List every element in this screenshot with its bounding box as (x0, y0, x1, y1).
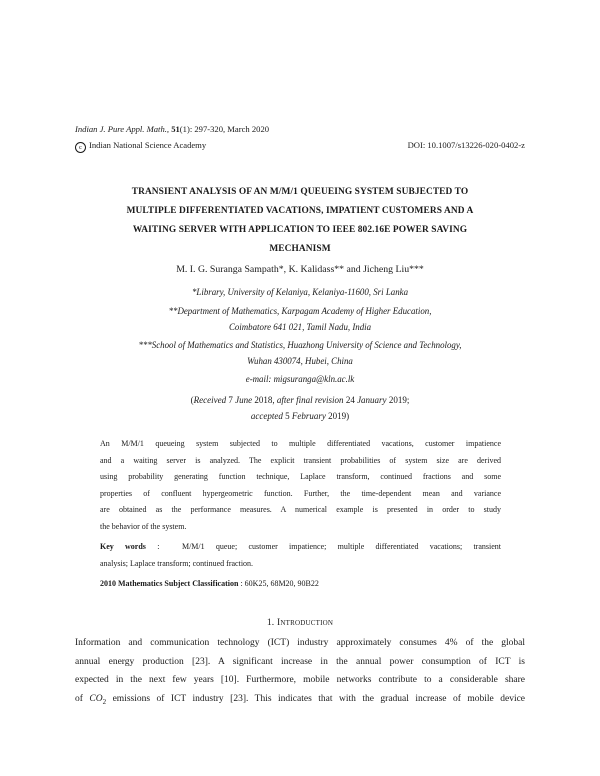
accepted-year: 2019) (328, 411, 350, 421)
co2-prefix: of (75, 694, 83, 705)
abstract-line: the behavior of the system. (100, 521, 187, 531)
copyright-icon: c (75, 142, 86, 153)
section-heading (75, 617, 525, 629)
section-number: 1. (266, 617, 275, 628)
co2-symbol: CO (89, 694, 103, 705)
journal-citation (75, 123, 269, 135)
doi: DOI: 10.1007/s13226-020-0402-z (407, 140, 525, 150)
revision-month: January (357, 395, 387, 405)
keywords (100, 539, 501, 572)
journal-publisher-line (75, 139, 525, 153)
publisher-name: Indian National Science Academy (89, 140, 207, 150)
journal-name: Indian J. Pure Appl. Math., (75, 124, 170, 134)
abstract-line: are obtained as the performance measures. A numerical example is presented in order to study (100, 505, 501, 515)
accepted-day: 5 (285, 411, 290, 421)
keywords-line: Key words : M/M/1 queue; customer impatience; multiple differentiated vacations; transient (100, 542, 501, 551)
msc-value: : 60K25, 68M20, 90B22 (240, 579, 319, 588)
title-line: TRANSIENT ANALYSIS OF AN M/M/1 QUEUEING SYSTEM SUBJECTED TO (131, 187, 469, 197)
affiliation: *Library, University of Kelaniya, Kelaniya-11600, Sri Lanka (191, 287, 409, 297)
body-line-text: emissions of ICT industry [23]. This indicates that with the gradual increase of mobile device (112, 694, 526, 705)
received-day: 7 (228, 395, 233, 405)
abstract-line: properties of confluent hypergeometric function. Further, the time-dependent mean and variance (100, 488, 501, 498)
abstract-line: and a waiting server is analyzed. The explicit transient probabilities of system size are derived (100, 455, 501, 465)
msc-classification (100, 578, 501, 590)
body-line (75, 690, 525, 712)
body-line: annual energy production [23]. A significant increase in the annual power consumption of ICT is (75, 656, 525, 667)
keywords-label: Key words (100, 542, 146, 551)
keywords-text: M/M/1 queue; customer impatience; multiple differentiated vacations; transient (181, 542, 501, 551)
affiliation: Coimbatore 641 021, Tamil Nadu, India (228, 322, 372, 332)
received-dates: (Received 7 June 2018, after final revision 24 January 2019; (190, 395, 410, 405)
journal-volume: 51 (171, 124, 180, 134)
paper-title (75, 183, 525, 259)
affiliation: ***School of Mathematics and Statistics, Huazhong University of Science and Technology, (138, 340, 462, 350)
keywords-line: analysis; Laplace transform; continued fraction. (100, 558, 254, 568)
abstract (100, 436, 501, 536)
revision-label: after final revision (276, 395, 344, 405)
accepted-date (75, 410, 525, 422)
revision-day: 24 (345, 395, 355, 405)
abstract-line: An M/M/1 queueing system subjected to multiple differentiated vacations, customer impatience (100, 439, 501, 448)
msc-label: 2010 Mathematics Subject Classification (100, 579, 239, 588)
title-line: MECHANISM (269, 244, 331, 254)
title-line: WAITING SERVER WITH APPLICATION TO IEEE 802.16E POWER SAVING (132, 225, 468, 235)
journal-issue-pages-date: (1): 297-320, March 2020 (179, 124, 270, 134)
abstract-line: using probability generating function technique, Laplace transform, continued fractions and some (100, 472, 501, 482)
affiliation: **Department of Mathematics, Karpagam Academy of Higher Education, (168, 306, 432, 316)
introduction-text (75, 634, 525, 712)
co2-subscript: 2 (102, 698, 107, 706)
revision-year: 2019; (388, 395, 410, 405)
affiliation: Wuhan 430074, Hubei, China (247, 356, 353, 366)
accepted-label: accepted (250, 411, 283, 421)
received-year: 2018, (254, 395, 275, 405)
contact-email: e-mail: migsuranga@kln.ac.lk (245, 374, 355, 384)
section-title: Introduction (277, 617, 334, 628)
author-list: M. I. G. Suranga Sampath*, K. Kalidass** and Jicheng Liu*** (176, 264, 424, 275)
title-line: MULTIPLE DIFFERENTIATED VACATIONS, IMPATIENT CUSTOMERS AND A (126, 206, 474, 216)
body-line: expected in the next few years [10]. Furthermore, mobile networks contribute to a considerable share (75, 675, 525, 686)
received-month: June (235, 395, 253, 405)
body-line: Information and communication technology (ICT) industry approximately consumes 4% of the global (75, 638, 525, 648)
received-label: Received (193, 395, 227, 405)
accepted-month: February (291, 411, 326, 421)
